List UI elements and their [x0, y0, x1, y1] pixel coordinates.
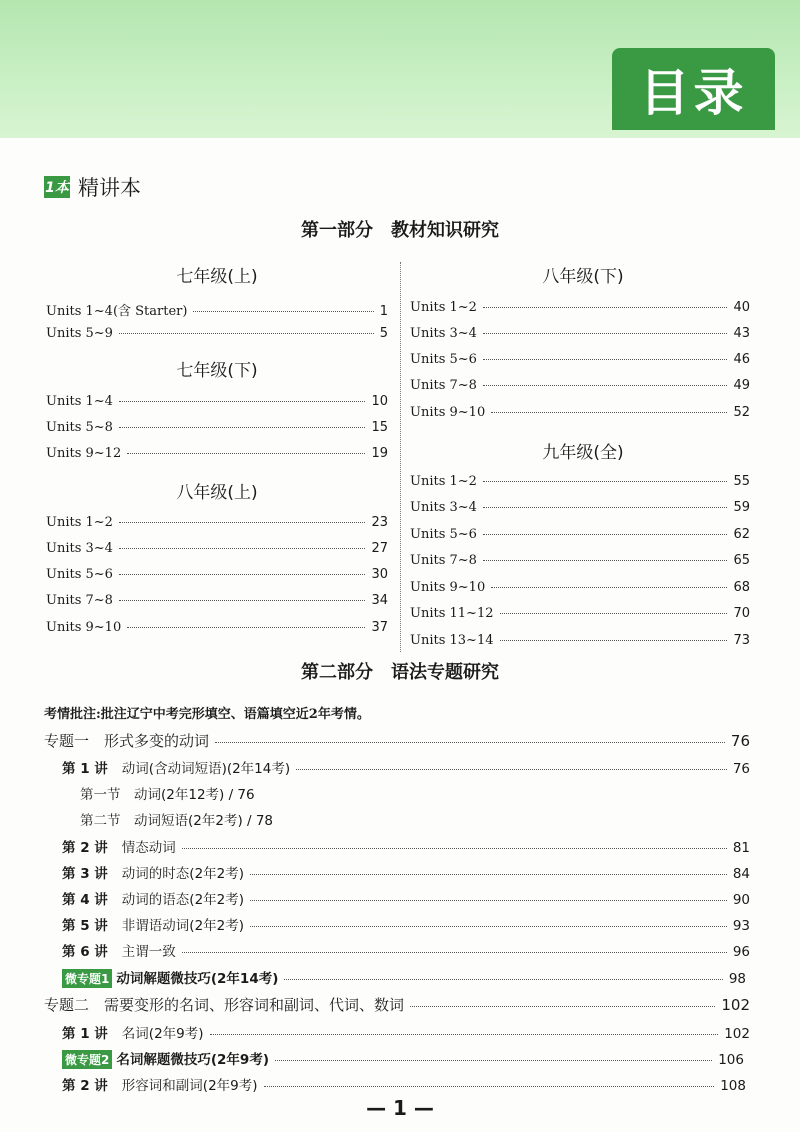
micro-topic-entry[interactable]: 微专题1 动词解题微技巧(2年14考) 98 [62, 967, 746, 988]
part2-title: 第二部分 语法专题研究 [301, 662, 499, 683]
section-title: 精讲本 [78, 176, 141, 200]
exam-note: 考情批注:批注辽宁中考完形填空、语篇填空近2年考情。 [44, 707, 370, 722]
toc-entry[interactable]: Units 1~4(含 Starter) 1 [46, 304, 388, 319]
grade-heading: 七年级(下) [176, 361, 258, 381]
section-label [44, 172, 141, 202]
title-box [612, 48, 775, 130]
lesson-entry[interactable]: 第 5 讲 非谓语动词(2年2考) 93 [62, 918, 750, 934]
lesson-entry[interactable]: 第 6 讲 主谓一致 96 [62, 944, 750, 960]
micro-topic-badge: 微专题2 [62, 1050, 112, 1069]
lesson-entry[interactable]: 第 3 讲 动词的时态(2年2考) 84 [62, 866, 750, 882]
grade-heading: 九年级(全) [542, 443, 624, 463]
sub-entry[interactable]: 第一节 动词(2年12考) / 76 [80, 787, 255, 803]
toc-entry[interactable]: Units 11~12 70 [410, 606, 750, 621]
toc-entry[interactable]: Units 9~10 37 [46, 620, 388, 635]
topic-entry[interactable]: 专题一 形式多变的动词 76 [44, 732, 750, 750]
lesson-entry[interactable]: 第 1 讲 动词(含动词短语)(2年14考) 76 [62, 761, 750, 777]
toc-entry[interactable]: Units 3~4 59 [410, 500, 750, 515]
sub-entry[interactable]: 第二节 动词短语(2年2考) / 78 [80, 813, 274, 829]
micro-topic-badge: 微专题1 [62, 969, 112, 988]
toc-entry[interactable]: Units 13~14 73 [410, 633, 750, 648]
toc-entry[interactable]: Units 1~4 10 [46, 394, 388, 409]
toc-entry[interactable]: Units 7~8 34 [46, 593, 388, 608]
toc-entry[interactable]: Units 9~12 19 [46, 446, 388, 461]
toc-entry[interactable]: Units 5~6 62 [410, 527, 750, 542]
micro-topic-entry[interactable]: 微专题2 名词解题微技巧(2年9考) 106 [62, 1048, 744, 1069]
toc-entry[interactable]: Units 3~4 43 [410, 326, 750, 341]
grade-heading: 八年级(下) [542, 267, 624, 287]
toc-entry[interactable]: Units 7~8 49 [410, 378, 750, 393]
toc-entry[interactable]: Units 5~9 5 [46, 326, 388, 341]
part1-title: 第一部分 教材知识研究 [301, 220, 499, 241]
toc-entry[interactable]: Units 5~6 46 [410, 352, 750, 367]
column-divider [400, 262, 401, 652]
topic-entry[interactable]: 专题二 需要变形的名词、形容词和副词、代词、数词 102 [44, 996, 750, 1014]
toc-entry[interactable]: Units 1~2 55 [410, 474, 750, 489]
page-title: 目录 [639, 64, 748, 122]
toc-entry[interactable]: Units 5~6 30 [46, 567, 388, 582]
book-badge: 1本 [44, 176, 70, 198]
toc-entry[interactable]: Units 1~2 40 [410, 300, 750, 315]
lesson-entry[interactable]: 第 1 讲 名词(2年9考) 102 [62, 1026, 750, 1042]
lesson-entry[interactable]: 第 2 讲 形容词和副词(2年9考) 108 [62, 1078, 746, 1094]
toc-entry[interactable]: Units 1~2 23 [46, 515, 388, 530]
toc-entry[interactable]: Units 3~4 27 [46, 541, 388, 556]
lesson-entry[interactable]: 第 4 讲 动词的语态(2年2考) 90 [62, 892, 750, 908]
grade-heading: 八年级(上) [176, 483, 258, 503]
toc-entry[interactable]: Units 9~10 52 [410, 405, 750, 420]
toc-entry[interactable]: Units 9~10 68 [410, 580, 750, 595]
toc-entry[interactable]: Units 5~8 15 [46, 420, 388, 435]
toc-entry[interactable]: Units 7~8 65 [410, 553, 750, 568]
lesson-entry[interactable]: 第 2 讲 情态动词 81 [62, 840, 750, 856]
page-number: — 1 — [366, 1096, 434, 1120]
grade-heading: 七年级(上) [176, 267, 258, 287]
